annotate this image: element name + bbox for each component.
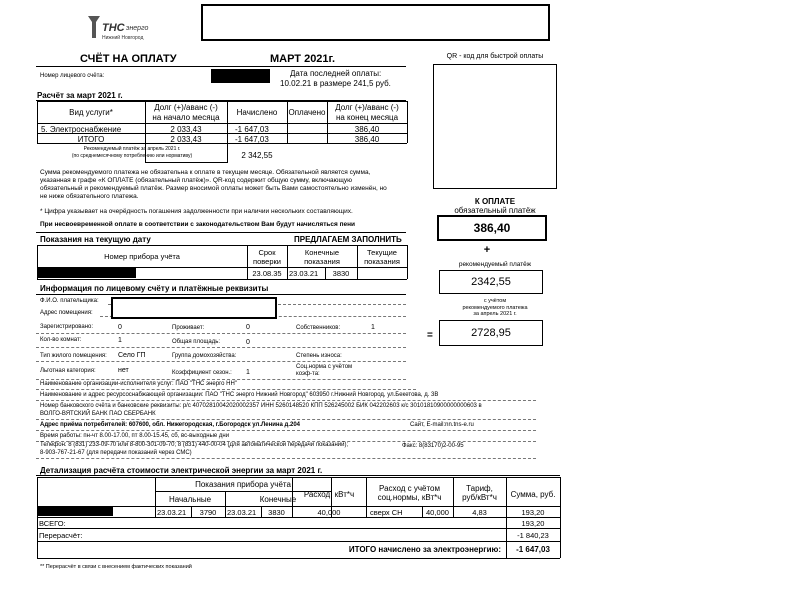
total-pay-amount: 2728,95 — [471, 327, 511, 339]
invoice-title: СЧЁТ НА ОПЛАТУ — [80, 53, 177, 65]
detail-row-tariff: 4,83 — [472, 508, 487, 517]
footnote: ** Перерасчёт в связи с внесением фактических показаний — [40, 564, 192, 570]
calc-header-paid: Оплачено — [288, 108, 326, 117]
title-underline — [36, 66, 406, 67]
note-recommended: Сумма рекомендуемого платежа не обязательна к оплате в текущем месяце. Обязательной является сумма, указанная в графе «К ОПЛАТЕ (обязательный платёж)». QR-код содержит общую сумму, включающую обязательный и рекомендуемый платёж. Размер вносимой оплаты может быть Вами самостоятельно изменён, но не ниже обязательного платежа. — [40, 169, 387, 200]
calc-title: Расчёт за март 2021 г. — [37, 91, 123, 100]
calc-header-debt-start: Долг (+)/аванс (-) на начало месяца — [152, 103, 220, 122]
readings-header-check: Срок поверки — [253, 248, 281, 266]
group-label: Группа домохозяйства: — [172, 353, 237, 359]
season-label: Коэффициент сезон.: — [172, 370, 232, 376]
detail-header-consumption-norm: Расход с учётом соц.нормы, кВт*ч — [377, 484, 442, 502]
detail-row-mode: сверх СН — [370, 508, 403, 517]
detail-grand-label: ИТОГО начислено за электроэнергию: — [348, 545, 501, 554]
detail-row-final-date: 23.03.21 — [227, 508, 257, 517]
logo — [86, 14, 156, 44]
detail-grand-value: -1 647,03 — [516, 545, 550, 554]
invoice-month: МАРТ 2021г. — [270, 53, 336, 65]
area-value: 0 — [246, 339, 250, 346]
pay-label: К ОПЛАТЕ — [474, 197, 516, 206]
readings-current-input[interactable] — [358, 268, 406, 279]
detail-row-consumption: 40,000 — [317, 508, 341, 517]
pay-amount-box — [437, 215, 547, 241]
address-label: Адрес помещения: — [40, 310, 93, 316]
with-recommended-label: с учётом рекомендуемого платежа за апрель 2021 г. — [462, 298, 528, 317]
logo-city: Нижний Новгород — [102, 35, 144, 41]
info-title-underline — [36, 294, 406, 295]
season-value: 1 — [246, 369, 250, 376]
detail-row-sum: 193,20 — [521, 508, 545, 517]
readings-check-date: 23.08.35 — [252, 269, 282, 278]
readings-suggest: ПРЕДЛАГАЕМ ЗАПОЛНИТЬ — [294, 235, 402, 244]
readings-header-meter: Номер прибора учёта — [104, 252, 180, 261]
office-line: Адрес приёма потребителей: 607600, обл. Нижегородская, г.Богородск ул.Ленина д.204 — [40, 422, 300, 428]
fio-label: Ф.И.О. плательщика: — [40, 298, 99, 304]
recommended-pay-label: рекомендуемый платёж — [458, 261, 532, 268]
rooms-value: 1 — [118, 337, 122, 344]
calc-header-service: Вид услуги* — [69, 108, 113, 117]
hours-line: Время работы: пн-чт 8.00-17.00, пт 8.00-15.45, сб, вс-выходные дни — [40, 433, 230, 439]
area-label: Общая площадь: — [172, 339, 221, 345]
detail-meter-redacted — [37, 506, 113, 516]
logo-mark-icon — [86, 14, 102, 40]
bank-line: Номер банковского счёта и банковские реквизиты: р/с 40702810042020002357 ИНН 5260148520 КПП 526245002 БИК 042202603 к/с 30101810900000000603 в ВОЛГО-ВЯТСКИЙ БАНК ПАО СБЕРБАНК — [40, 403, 482, 417]
equals-sign: = — [427, 330, 433, 341]
detail-row-final-value: 3830 — [268, 508, 285, 517]
readings-top-rule — [36, 232, 406, 233]
detail-header-meter: Показания прибора учёта — [195, 480, 291, 489]
readings-title: Показания на текущую дату — [40, 235, 151, 244]
org-line: Наименование организации-исполнителя услуг: ПАО "ТНС энерго НН" — [40, 381, 237, 387]
last-payment-line2: 10.02.21 в размере 241,5 руб. — [280, 79, 391, 88]
detail-row-initial-date: 23.03.21 — [157, 508, 187, 517]
readings-final-value: 3830 — [332, 269, 350, 278]
detail-row-consumption-norm: 40,000 — [426, 508, 449, 517]
site-line: Сайт, E-mail:nn.tns-e.ru — [410, 422, 474, 428]
pay-label-mandatory: обязательный платёж — [454, 206, 536, 215]
residing-value: 0 — [246, 324, 250, 331]
rooms-label: Кол-во комнат: — [40, 337, 82, 343]
detail-header-sum: Сумма, руб. — [510, 490, 556, 499]
fax-line: Факс: 8(83170)2-00-95 — [402, 443, 464, 449]
header-redacted — [201, 4, 550, 41]
plus-sign: + — [483, 244, 491, 256]
note-order: * Цифра указывает на очерёдность погашения задолженности при наличии нескольких составляющих. — [40, 208, 353, 215]
owners-label: Собственников: — [296, 325, 341, 331]
last-payment-line1: Дата последней оплаты: — [290, 69, 382, 78]
detail-total-label: ВСЕГО: — [39, 519, 66, 528]
calc-row-total-label: ИТОГО — [77, 135, 105, 144]
premises-label: Тип жилого помещения: — [40, 353, 107, 359]
calc-row-total-charged: -1 647,03 — [235, 135, 269, 144]
privilege-label: Льготная категория: — [40, 368, 96, 374]
wear-label: Степень износа: — [296, 353, 342, 359]
detail-table — [37, 477, 560, 559]
calc-header-charged: Начислено — [236, 108, 278, 117]
detail-recalc-value: -1 840,23 — [517, 531, 549, 540]
privilege-value: нет — [118, 367, 129, 374]
qr-code — [433, 64, 557, 189]
fio-address-redacted — [111, 297, 277, 319]
account-number-redacted — [211, 69, 270, 83]
readings-header-final: Конечные показания — [304, 248, 340, 266]
detail-header-tariff: Тариф, руб/кВт*ч — [462, 484, 497, 502]
premises-value: Село ГП — [118, 352, 146, 359]
recommended-pay-box — [439, 270, 543, 294]
readings-header-current: Текущие показания — [364, 248, 400, 266]
detail-header-final: Конечные — [259, 495, 297, 504]
res-org-line: Наименование и адрес ресурсоснабжающей организации: ПАО "ТНС энерго Нижний Новгород" 603950 г.Нижний Новгород, ул.Бекетова, д. 3В — [40, 392, 439, 398]
detail-row-initial-value: 3790 — [199, 508, 217, 517]
account-label: Номер лицевого счёта: — [40, 73, 105, 79]
phone-line: Телефон: 8 (831) 233-09-70 или 8-800-301-09-70; 8 (831) 440-00-04 (для автоматической передачи показаний); 8-903-767-21-67 (для передачи показаний через СМС) — [40, 442, 349, 456]
pay-amount: 386,40 — [473, 221, 511, 235]
calc-row-1-charged: -1 647,03 — [235, 125, 269, 134]
total-pay-box — [439, 320, 543, 346]
calc-row-1-service: 5. Электроснабжение — [41, 125, 122, 134]
norm-label: Соц.норма с учётом коэф-та: — [296, 364, 353, 377]
detail-title: Детализация расчёта стоимости электрической энергии за март 2021 г. — [40, 466, 323, 475]
detail-total-value: 193,20 — [521, 519, 545, 528]
calc-recommended-label: Рекомендуемый платёж за апрель 2021 г. (по среднемесячному потреблению или нормативу) — [71, 146, 193, 159]
detail-header-initial: Начальные — [168, 495, 212, 504]
detail-title-underline — [36, 475, 560, 476]
calc-row-1-debt-start: 2 033,43 — [170, 125, 202, 134]
calc-table — [37, 101, 407, 163]
logo-brand: ТНС — [102, 22, 125, 34]
qr-label: QR - код для быстрой оплаты — [446, 53, 544, 60]
logo-brand-sub: энерго — [126, 25, 149, 32]
meter-number-redacted — [37, 267, 136, 278]
detail-header-consumption: Расход, кВт*ч — [303, 490, 355, 499]
calc-row-1-debt-end: 386,40 — [354, 125, 380, 134]
note-penalty: При несвоевременной оплате в соответствии с законодательством Вам будут начисляться пени — [40, 221, 356, 228]
calc-row-total-debt-start: 2 033,43 — [170, 135, 202, 144]
residing-label: Проживает: — [172, 325, 205, 331]
owners-value: 1 — [371, 324, 375, 331]
recommended-pay-amount: 2342,55 — [471, 276, 511, 288]
calc-row-total-debt-end: 386,40 — [354, 135, 380, 144]
detail-recalc-label: Перерасчёт: — [39, 531, 83, 540]
readings-final-date: 23.03.21 — [289, 269, 319, 278]
calc-header-debt-end: Долг (+)/аванс (-) на конец месяца — [335, 103, 399, 122]
registered-value: 0 — [118, 324, 122, 331]
registered-label: Зарегистрировано: — [40, 324, 94, 330]
calc-recommended-value: 2 342,55 — [241, 151, 273, 160]
info-title: Информация по лицевому счёту и платёжные реквизиты — [40, 284, 269, 293]
